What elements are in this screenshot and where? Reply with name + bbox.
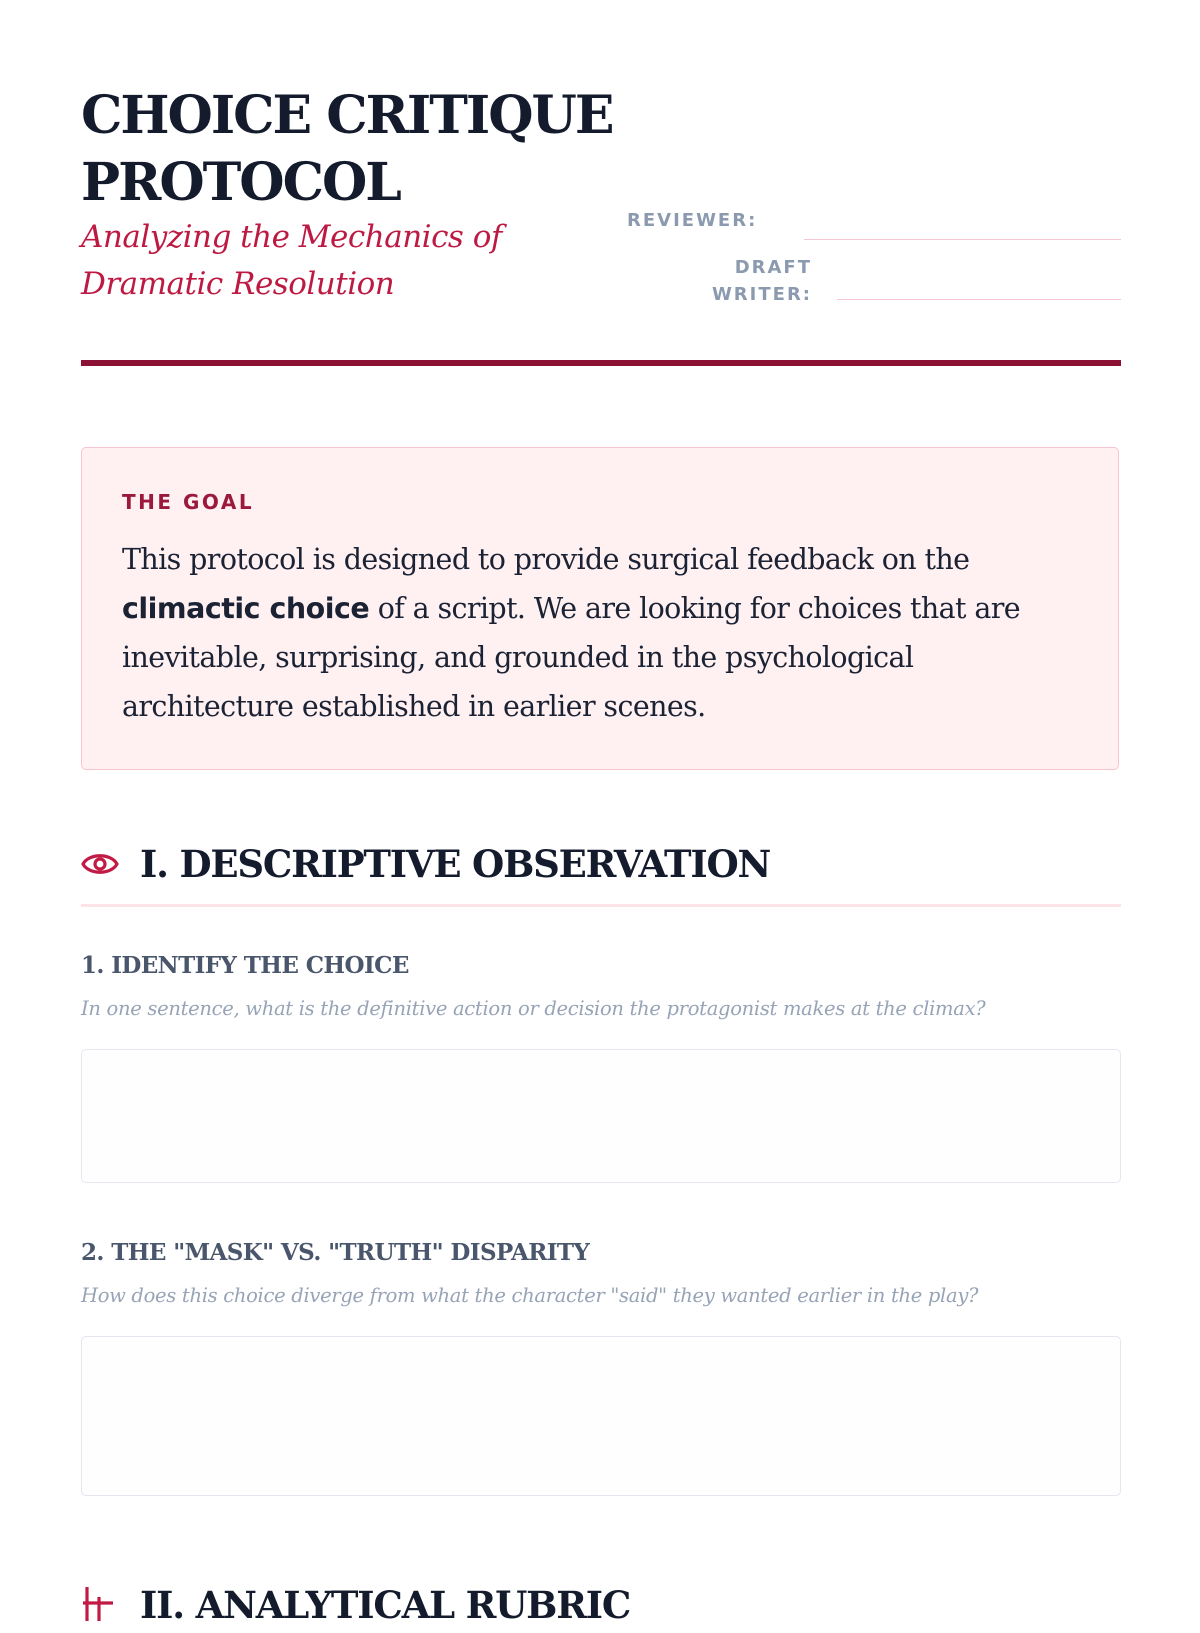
goal-text	[122, 535, 1082, 731]
reviewer-label: REVIEWER:	[627, 210, 758, 231]
protocol-page	[81, 0, 1121, 1627]
section-analytical-rubric-header	[81, 1573, 1121, 1633]
page-header	[81, 0, 1121, 372]
goal-text-after: of a script. We are looking for choices that are inevitable, surprising, and grounded in the psychological architecture established in earlier scenes.	[122, 592, 1021, 723]
question-1-answer-field[interactable]	[81, 1049, 1121, 1183]
eye-icon	[81, 849, 119, 879]
section-descriptive-observation-header	[81, 842, 1121, 906]
question-2-title: 2. THE "MASK" VS. "TRUTH" DISPARITY	[81, 1239, 590, 1266]
section-title-descriptive-observation: I. DESCRIPTIVE OBSERVATION	[140, 842, 771, 886]
question-2-answer-field[interactable]	[81, 1336, 1121, 1496]
page-title: CHOICE CRITIQUE PROTOCOL	[81, 85, 613, 213]
question-1-title: 1. IDENTIFY THE CHOICE	[81, 952, 409, 979]
goal-text-bold: climactic choice	[122, 592, 370, 625]
reviewer-field-line[interactable]	[804, 239, 1121, 240]
section-title-analytical-rubric: II. ANALYTICAL RUBRIC	[140, 1583, 631, 1627]
section-divider	[81, 904, 1121, 907]
question-2-hint: How does this choice diverge from what the character "said" they wanted earlier in the play?	[81, 1284, 979, 1307]
question-1-hint: In one sentence, what is the definitive action or decision the protagonist makes at the climax?	[81, 997, 986, 1020]
page-subtitle: Analyzing the Mechanics of Dramatic Resolution	[81, 219, 502, 302]
draft-writer-field-line[interactable]	[837, 299, 1121, 300]
draft-writer-label-line1: DRAFT	[734, 257, 812, 278]
goal-label: THE GOAL	[122, 490, 255, 514]
draft-writer-label-line2: WRITER:	[711, 284, 812, 305]
goal-text-before: This protocol is designed to provide surgical feedback on the	[122, 543, 970, 576]
scale-icon	[81, 1583, 119, 1623]
header-divider	[81, 360, 1121, 366]
